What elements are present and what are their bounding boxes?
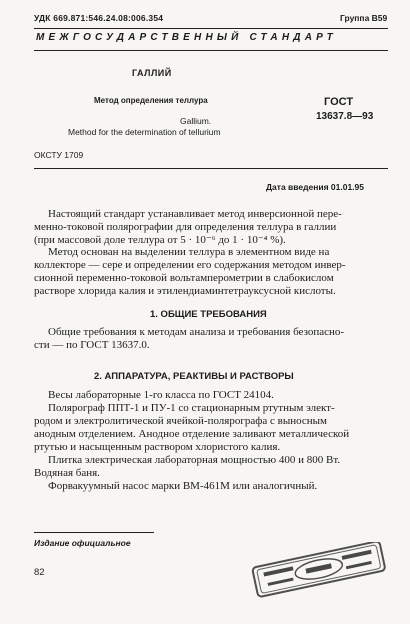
standard-banner: МЕЖГОСУДАРСТВЕННЫЙ СТАНДАРТ bbox=[36, 32, 337, 43]
intro-paragraph bbox=[34, 208, 388, 247]
text-line: растворе хлорида калия и этилендиаминтетрауксусной кислоты. bbox=[34, 285, 336, 297]
top-rule bbox=[34, 28, 388, 29]
list-item: Плитка электрическая лабораторная мощностью 400 и 800 Вт. bbox=[48, 454, 341, 466]
section-1-paragraph bbox=[34, 326, 388, 352]
edition-note: Издание официальное bbox=[34, 538, 131, 548]
text-line: сионной переменно-токовой вольтамперометрии в слабокислом bbox=[34, 272, 334, 284]
group-code: Группа В59 bbox=[340, 13, 388, 23]
list-item: Полярограф ППТ-1 и ПУ-1 со стационарным ртутным элект- bbox=[48, 402, 335, 414]
list-item: Весы лабораторные 1-го класса по ГОСТ 24104. bbox=[48, 389, 274, 401]
text-line: Настоящий стандарт устанавливает метод инверсионной пере- bbox=[48, 208, 342, 220]
text-line: коллекторе — сере и определении его содержания методом инвер- bbox=[34, 259, 346, 271]
document-subtitle: Метод определения теллура bbox=[94, 96, 208, 105]
text-line: (при массовой доле теллура от 5 · 10⁻⁶ до 1 · 10⁻⁴ %). bbox=[34, 234, 286, 246]
english-title-line1: Gallium. bbox=[180, 116, 212, 126]
section-2-heading: 2. АППАРАТУРА, РЕАКТИВЫ И РАСТВОРЫ bbox=[94, 371, 294, 382]
document-title: ГАЛЛИЙ bbox=[132, 68, 172, 78]
list-item: ртутью и насыщенным раствором хлористого калия. bbox=[34, 441, 281, 453]
section-1-heading: 1. ОБЩИЕ ТРЕБОВАНИЯ bbox=[150, 309, 267, 320]
list-item: Водяная баня. bbox=[34, 467, 100, 479]
page-number: 82 bbox=[34, 567, 45, 578]
udk-code: УДК 669.871:546.24.08:006.354 bbox=[34, 13, 164, 23]
library-stamp bbox=[246, 542, 392, 598]
okstu-code: ОКСТУ 1709 bbox=[34, 150, 84, 160]
method-paragraph bbox=[34, 246, 388, 298]
list-item: анодным отделением. Анодное отделение заливают металлической bbox=[34, 428, 350, 440]
english-title-line2: Method for the determination of tellurium bbox=[68, 127, 221, 137]
title-rule bbox=[34, 168, 388, 169]
section-2-list bbox=[34, 389, 388, 493]
intro-date: Дата введения 01.01.95 bbox=[266, 182, 364, 192]
footer-rule bbox=[34, 532, 154, 533]
text-line: сти — по ГОСТ 13637.0. bbox=[34, 339, 150, 351]
gost-label: ГОСТ bbox=[324, 96, 354, 108]
banner-rule bbox=[34, 50, 388, 51]
text-line: менно-токовой полярографии для определения теллура в галлии bbox=[34, 221, 337, 233]
list-item: родом и электролитической ячейкой-полярографа с выносным bbox=[34, 415, 328, 427]
text-line: Общие требования к методам анализа и требования безопасно- bbox=[48, 326, 345, 338]
list-item: Форвакуумный насос марки ВМ-461М или аналогичный. bbox=[48, 480, 318, 492]
text-line: Метод основан на выделении теллура в элементном виде на bbox=[48, 246, 330, 258]
gost-number: 13637.8—93 bbox=[316, 111, 374, 122]
